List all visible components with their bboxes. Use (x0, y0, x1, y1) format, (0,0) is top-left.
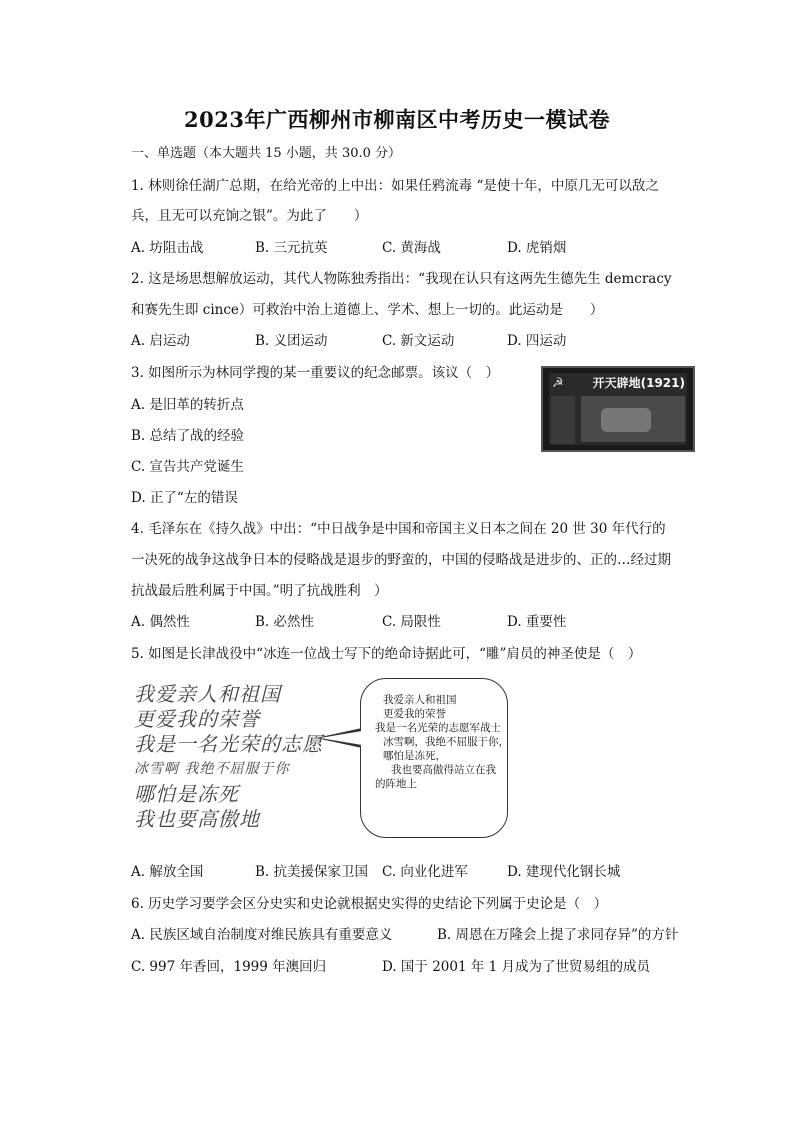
q2-option-b[interactable]: B. 义团运动 (255, 333, 328, 349)
q1-option-c[interactable]: C. 黄海战 (382, 240, 441, 256)
q6-option-c[interactable]: C. 997 年香回，1999 年澳回归 (131, 959, 327, 975)
q5-option-d[interactable]: D. 建现代化钢长城 (507, 864, 621, 880)
q1-stem-line-1: 1. 林则徐任湖广总期，在给光帝的上中出：如果任鸦流毒 “是使十年，中原几无可以敌之 (131, 178, 659, 194)
party-emblem-icon: ☭ (552, 376, 564, 391)
commemorative-stamp-image (541, 366, 695, 452)
q5-option-a[interactable]: A. 解放全国 (131, 864, 204, 880)
q6-stem-line-1: 6. 历史学习要学会区分史实和史论就根据史实得的史结论下列属于史论是（ ） (131, 896, 608, 912)
q4-option-d[interactable]: D. 重要性 (507, 614, 567, 630)
bubble-line: 我也要高傲得站立在我 (391, 764, 496, 776)
speech-bubble-tail-fill (320, 731, 362, 745)
q6-option-d[interactable]: D. 国于 2001 年 1 月成为了世贸易组的成员 (382, 959, 651, 975)
bubble-line: 我是一名光荣的志愿军战士 (375, 722, 501, 734)
handwriting-line: 我爱亲人和祖国 (134, 682, 281, 706)
q4-option-c[interactable]: C. 局限性 (382, 614, 441, 630)
q1-stem-line-2: 兵，且无可以充饷之银”。为此了 ） (131, 208, 368, 224)
handwriting-line: 冰雪啊 我绝不屈服于你 (134, 761, 290, 777)
q4-option-b[interactable]: B. 必然性 (255, 614, 315, 630)
q2-option-a[interactable]: A. 启运动 (131, 333, 190, 349)
q2-option-d[interactable]: D. 四运动 (507, 333, 567, 349)
bubble-line: 哪怕是冻死， (383, 750, 446, 762)
section-header: 一、单选题（本大题共 15 小题，共 30.0 分） (131, 146, 402, 161)
handwriting-line: 我是一名光荣的志愿 (134, 732, 323, 756)
handwriting-line: 我也要高傲地 (134, 807, 260, 831)
handwriting-line: 更爱我的荣誉 (134, 707, 260, 731)
q3-stem-line-1: 3. 如图所示为林同学搜的某一重要议的纪念邮票。该议（ ） (131, 365, 500, 381)
speech-bubble (360, 678, 508, 838)
q1-option-b[interactable]: B. 三元抗英 (255, 240, 328, 256)
q5-stem-line-1: 5. 如图是长津战役中“冰连一位战士写下的绝命诗据此可，“雕”肩员的神圣使是（ ） (131, 646, 642, 662)
bubble-line: 我爱亲人和祖国 (383, 694, 457, 706)
q3-option-d[interactable]: D. 正了“左的错误 (131, 490, 238, 506)
page-title: 2023年广西柳州市柳南区中考历史一模试卷 (184, 107, 610, 132)
q3-option-a[interactable]: A. 是旧革的转折点 (131, 397, 244, 413)
q2-option-c[interactable]: C. 新文运动 (382, 333, 455, 349)
stamp-scene (581, 396, 685, 442)
q5-option-b[interactable]: B. 抗美援保家卫国 (255, 864, 369, 880)
q6-option-a[interactable]: A. 民族区域自治制度对维民族具有重要意义 (131, 927, 393, 943)
q3-option-c[interactable]: C. 宣告共产党诞生 (131, 459, 244, 475)
bubble-line: 的阵地上 (375, 778, 417, 790)
q2-stem-line-1: 2. 这是场思想解放运动，其代人物陈独秀指出：“我现在认只有这两先生德先生 demcracy (131, 271, 672, 287)
stamp-side-panel (551, 396, 575, 444)
q4-stem-line-2: 一决死的战争这战争日本的侵略战是退步的野蛮的，中国的侵略战是进步的、正的…经过期 (131, 552, 671, 568)
handwriting-line: 哪怕是冻死 (134, 782, 239, 806)
handwritten-poem-image (134, 682, 354, 838)
q4-stem-line-3: 抗战最后胜利属于中国。”明了抗战胜利 ） (131, 583, 388, 599)
q1-option-d[interactable]: D. 虎销烟 (507, 240, 567, 256)
q5-option-c[interactable]: C. 向业化进军 (382, 864, 468, 880)
q1-option-a[interactable]: A. 坊阻击战 (131, 240, 204, 256)
q4-option-a[interactable]: A. 偶然性 (131, 614, 190, 630)
q6-option-b[interactable]: B. 周恩在万隆会上提了求同存异”的方针 (437, 927, 679, 943)
bubble-line: 冰雪啊，我绝不屈服于你， (383, 736, 509, 748)
q3-option-b[interactable]: B. 总结了战的经验 (131, 428, 245, 444)
bubble-line: 更爱我的荣誉 (383, 708, 446, 720)
q2-stem-line-2: 和赛先生即 cince）可救治中治上道德上、学术、想上一切的。此运动是 ） (131, 302, 604, 318)
stamp-title: 开天辟地(1921) (592, 376, 685, 390)
q4-stem-line-1: 4. 毛泽东在《持久战》中出：“中日战争是中国和帝国主义日本之间在 20 世 30 年代行的 (131, 521, 666, 537)
